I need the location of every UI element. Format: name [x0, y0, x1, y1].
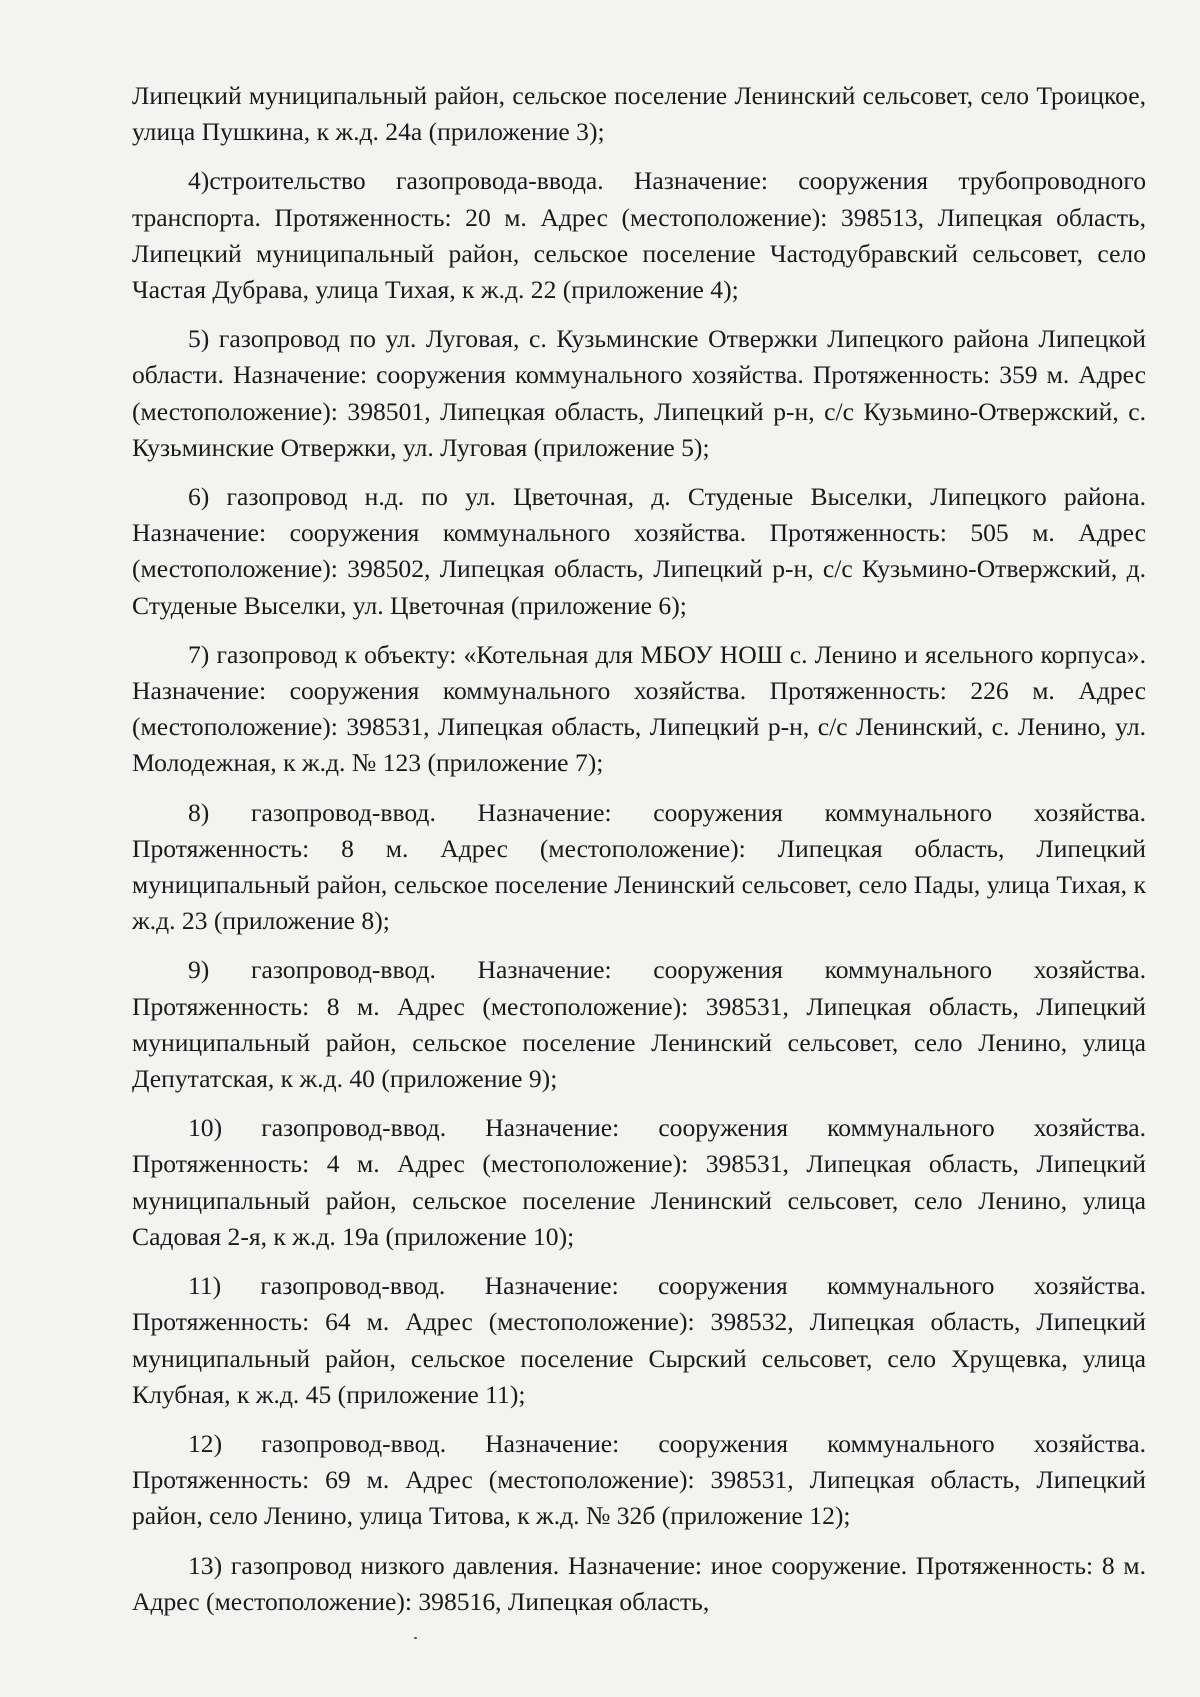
paragraph-item-13: 13) газопровод низкого давления. Назначение: иное сооружение. Протяженность: 8 м. Адрес (местоположение): 398516, Липецкая область,	[132, 1550, 1146, 1616]
paragraph-item-3-continuation: Липецкий муниципальный район, сельское поселение Ленинский сельсовет, село Троицкое, улица Пушкина, к ж.д. 24а (приложение 3);	[132, 81, 1146, 147]
paragraph-item-8: 8) газопровод-ввод. Назначение: сооружения коммунального хозяйства. Протяженность: 8 м. Адрес (местоположение): Липецкая область, Липецкий муниципальный район, сельское поселение Ленинский сельсовет, село Пады, улица Тихая, к ж.д. 23 (приложение 8);	[132, 797, 1146, 936]
paragraph-item-9: 9) газопровод-ввод. Назначение: сооружения коммунального хозяйства. Протяженность: 8 м. Адрес (местоположение): 398531, Липецкая область, Липецкий муниципальный район, сельское поселение Ленинский сельсовет, село Ленино, улица Депутатская, к ж.д. 40 (приложение 9);	[132, 955, 1146, 1094]
paragraph-item-12: 12) газопровод-ввод. Назначение: сооружения коммунального хозяйства. Протяженность: 69 м. Адрес (местоположение): 398531, Липецкая область, Липецкий район, село Ленино, улица Титова, к ж.д. № 32б (приложение 12);	[132, 1428, 1146, 1531]
paragraph-item-10: 10) газопровод-ввод. Назначение: сооружения коммунального хозяйства. Протяженность: 4 м. Адрес (местоположение): 398531, Липецкая область, Липецкий муниципальный район, сельское поселение Ленинский сельсовет, село Ленино, улица Садовая 2-я, к ж.д. 19а (приложение 10);	[132, 1113, 1146, 1251]
paragraph-item-11: 11) газопровод-ввод. Назначение: сооружения коммунального хозяйства. Протяженность: 64 м. Адрес (местоположение): 398532, Липецкая область, Липецкий муниципальный район, сельское поселение Сырский сельсовет, село Хрущевка, улица Клубная, к ж.д. 45 (приложение 11);	[132, 1271, 1146, 1409]
document-body	[132, 78, 1146, 1633]
paragraph-item-7: 7) газопровод к объекту: «Котельная для МБОУ НОШ с. Ленино и ясельного корпуса». Назначение: сооружения коммунального хозяйства. Протяженность: 226 м. Адрес (местоположение): 398531, Липецкая область, Липецкий р-н, с/с Ленинский, с. Ленино, ул. Молодежная, к ж.д. № 123 (приложение 7);	[132, 639, 1146, 778]
scan-speck	[414, 1637, 417, 1639]
paragraph-item-6: 6) газопровод н.д. по ул. Цветочная, д. Студеные Выселки, Липецкого района. Назначение: сооружения коммунального хозяйства. Протяженность: 505 м. Адрес (местоположение): 398502, Липецкая область, Липецкий р-н, с/с Кузьмино-Отвержский, д. Студеные Выселки, ул. Цветочная (приложение 6);	[132, 482, 1146, 620]
paragraph-item-4: 4)строительство газопровода-ввода. Назначение: сооружения трубопроводного транспорта. Протяженность: 20 м. Адрес (местоположение): 398513, Липецкая область, Липецкий муниципальный район, сельское поселение Частодубравский сельсовет, село Частая Дубрава, улица Тихая, к ж.д. 22 (приложение 4);	[132, 166, 1146, 305]
paragraph-item-5: 5) газопровод по ул. Луговая, с. Кузьминские Отвержки Липецкого района Липецкой области. Назначение: сооружения коммунального хозяйства. Протяженность: 359 м. Адрес (местоположение): 398501, Липецкая область, Липецкий р-н, с/с Кузьмино-Отвержский, с. Кузьминские Отвержки, ул. Луговая (приложение 5);	[132, 324, 1146, 462]
